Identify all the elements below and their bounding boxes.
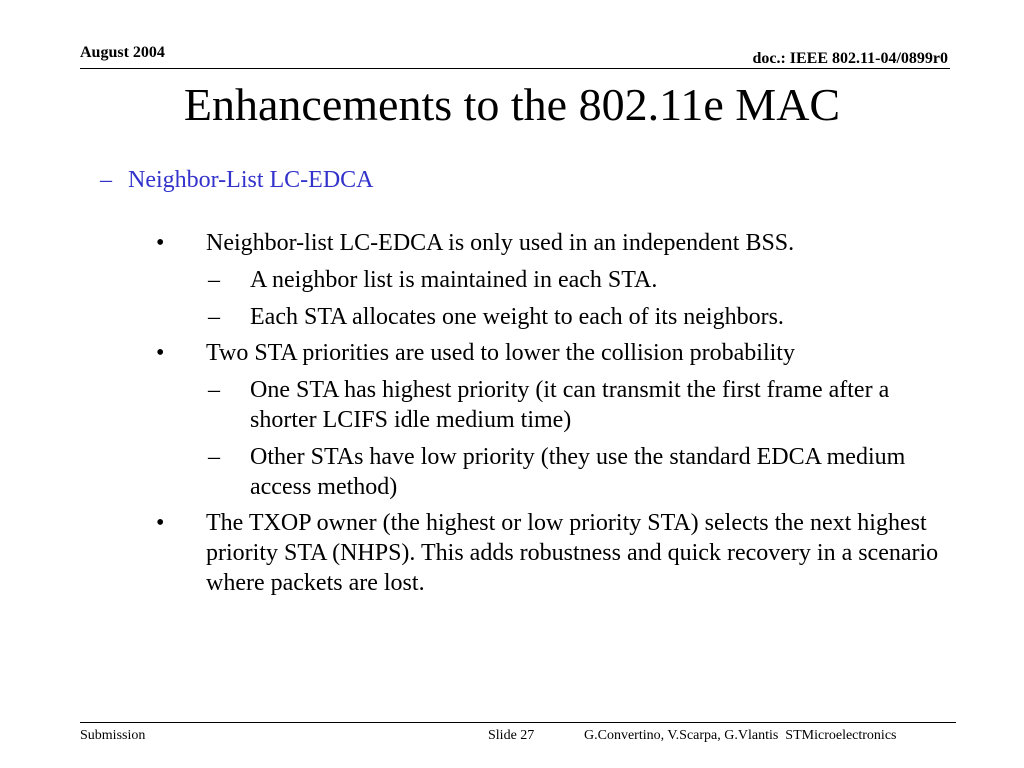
bullet-item bbox=[156, 338, 956, 368]
sub-bullet-item bbox=[156, 442, 956, 502]
sub-bullet-text: A neighbor list is maintained in each STA. bbox=[250, 267, 658, 293]
sub-bullet-marker: – bbox=[208, 304, 220, 330]
footer-divider bbox=[80, 722, 956, 723]
bullet-text: Neighbor-list LC-EDCA is only used in an independent BSS. bbox=[206, 230, 795, 256]
sub-bullet-item bbox=[156, 302, 956, 332]
sub-bullet-text: Other STAs have low priority (they use the standard EDCA medium access method) bbox=[250, 444, 906, 500]
bullet-marker: • bbox=[156, 510, 165, 536]
sub-bullet-text: Each STA allocates one weight to each of its neighbors. bbox=[250, 304, 784, 330]
subheading-text: Neighbor-List LC-EDCA bbox=[128, 167, 374, 193]
footer-submission: Submission bbox=[80, 728, 146, 743]
sub-bullet-marker: – bbox=[208, 444, 220, 470]
sub-bullet-marker: – bbox=[208, 377, 220, 403]
bullet-item bbox=[156, 508, 956, 598]
subheading-dash: – bbox=[100, 167, 112, 193]
sub-bullet-item bbox=[156, 375, 956, 435]
sub-bullet-marker: – bbox=[208, 267, 220, 293]
slide-title: Enhancements to the 802.11e MAC bbox=[183, 79, 841, 130]
bullet-text: The TXOP owner (the highest or low priority STA) selects the next highest priority STA (NHPS). This adds robustness and quick recovery in a scenario where packets are lost. bbox=[206, 510, 939, 596]
footer-authors: G.Convertino, V.Scarpa, G.Vlantis STMicroelectronics bbox=[584, 728, 897, 743]
sub-bullet-item bbox=[156, 265, 956, 295]
bullet-marker: • bbox=[156, 230, 165, 256]
bullet-marker: • bbox=[156, 340, 165, 366]
header-doc-id: doc.: IEEE 802.11-04/0899r0 bbox=[752, 50, 948, 67]
header-divider bbox=[80, 68, 950, 69]
bullet-text: Two STA priorities are used to lower the collision probability bbox=[206, 340, 795, 366]
bullet-list bbox=[156, 228, 956, 598]
bullet-item bbox=[156, 228, 956, 258]
sub-bullet-text: One STA has highest priority (it can transmit the first frame after a shorter LCIFS idle medium time) bbox=[250, 377, 890, 433]
header-date: August 2004 bbox=[80, 44, 165, 61]
subheading bbox=[100, 167, 373, 194]
footer-slide-number: Slide 27 bbox=[488, 728, 535, 743]
